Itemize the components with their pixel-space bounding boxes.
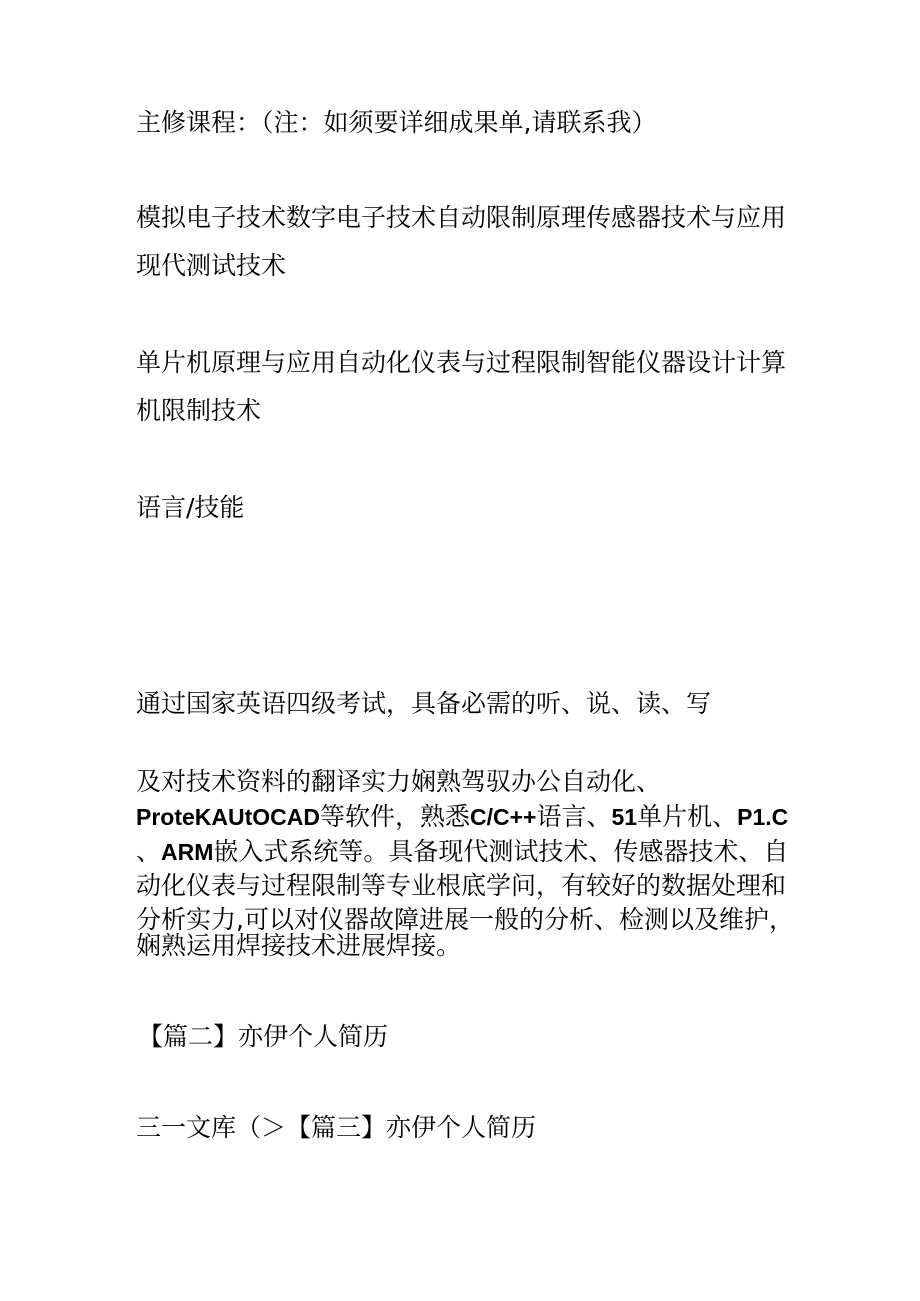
language-names: C/C++ — [470, 804, 537, 830]
skills-line-1: 通过国家英语四级考试，具备必需的听、说、读、写 — [136, 689, 712, 718]
software-names: ProteKAUtOCAD — [136, 804, 320, 830]
mcu-model: 51 — [611, 804, 638, 830]
skills-line-3 — [136, 802, 788, 832]
skills-line-4 — [136, 837, 788, 867]
skills-line-7: 娴熟运用焊接技术进展焊接。 — [136, 931, 462, 960]
section-2-title: 【篇二】亦伊个人简历 — [138, 1022, 389, 1051]
main-courses-heading: 主修课程：（注：如须要详细成果单,请联系我） — [136, 108, 657, 137]
arm-name: ARM — [161, 839, 214, 865]
text-segment: 等软件，熟悉 — [320, 802, 471, 831]
courses-line-3: 单片机原理与应用自动化仪表与过程限制智能仪器设计计算 — [136, 348, 787, 377]
text-segment: 单片机、 — [637, 802, 738, 831]
skills-line-5: 动化仪表与过程限制等专业根底学问，有较好的数据处理和 — [136, 871, 787, 900]
skills-line-6: 分析实力,可以对仪器故障进展一般的分析、检测以及维护， — [136, 905, 794, 934]
courses-line-2: 现代测试技术 — [136, 251, 287, 280]
text-segment: 语言、 — [536, 802, 612, 831]
skills-line-2: 及对技术资料的翻译实力娴熟驾驭办公自动化、 — [136, 767, 662, 796]
text-segment: 嵌入式系统等。具备现代测试技术、传感器技术、自 — [213, 837, 789, 866]
courses-line-1: 模拟电子技术数字电子技术自动限制原理传感器技术与应用 — [136, 203, 787, 232]
plc-name: P1.C — [737, 804, 789, 830]
skills-heading: 语言/技能 — [136, 493, 245, 522]
courses-line-4: 机限制技术 — [136, 396, 262, 425]
text-segment: 、 — [136, 837, 162, 866]
footer-line: 三一文库（＞【篇三】亦伊个人简历 — [136, 1113, 537, 1142]
